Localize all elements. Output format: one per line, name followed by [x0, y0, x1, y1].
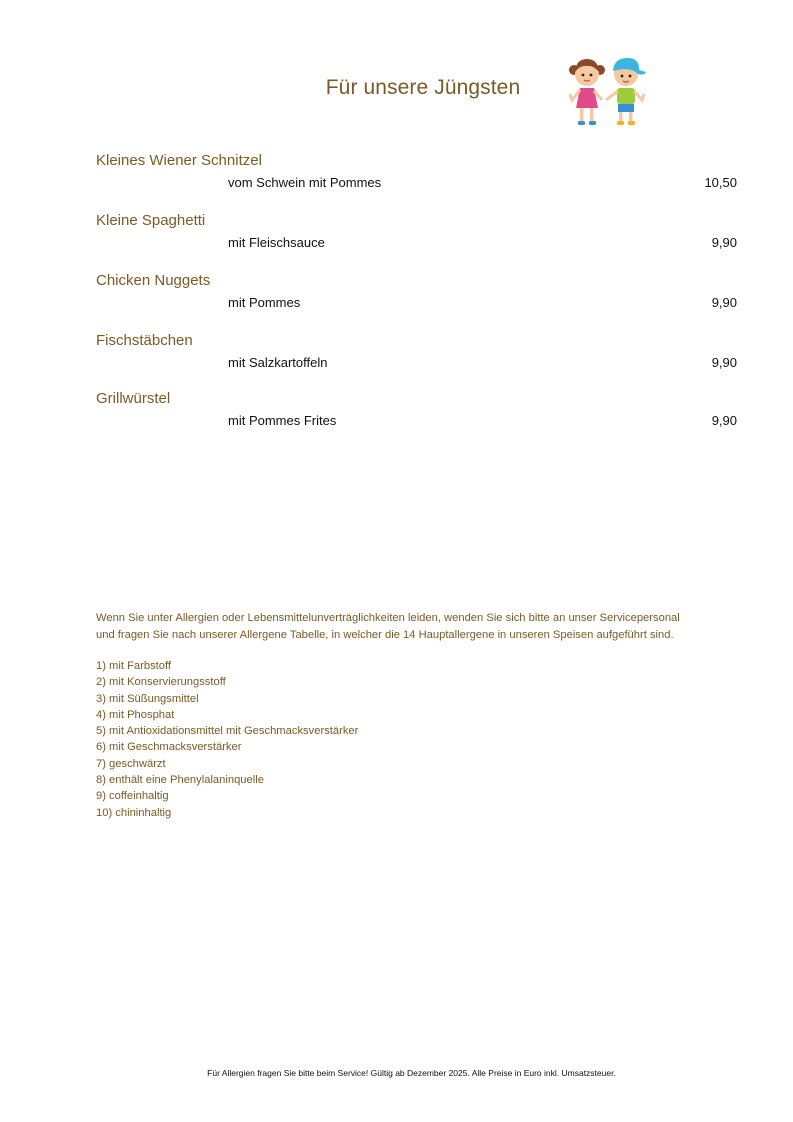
allergy-note: [96, 610, 756, 643]
menu-item: [96, 272, 756, 316]
menu-item: [96, 152, 756, 196]
additive-item: 3) mit Süßungsmittel: [96, 692, 199, 705]
dish-name: Grillwürstel: [96, 390, 171, 407]
dish-description: vom Schwein mit Pommes: [228, 175, 382, 190]
additive-item: 5) mit Antioxidationsmittel mit Geschmacksverstärker: [96, 725, 359, 738]
dish-description: mit Fleischsauce: [228, 235, 325, 250]
dish-description: mit Pommes Frites: [228, 413, 337, 428]
dish-price: 9,90: [711, 235, 737, 250]
additive-item: 10) chininhaltig: [96, 806, 172, 819]
kids-holding-hands-icon: [562, 44, 658, 140]
additive-item: 6) mit Geschmacksverstärker: [96, 741, 242, 754]
dish-description: mit Salzkartoffeln: [228, 355, 328, 370]
additive-item: 1) mit Farbstoff: [96, 660, 172, 672]
additive-item: 7) geschwärzt: [96, 757, 166, 770]
additive-item: 2) mit Konservierungsstoff: [96, 676, 226, 689]
allergy-note-line: und fragen Sie nach unserer Allergene Tabelle, in welcher die 14 Hauptallergene in unseren Speisen aufgeführt sind.: [96, 628, 674, 641]
dish-description: mit Pommes: [228, 295, 301, 310]
dish-name: Chicken Nuggets: [96, 272, 211, 289]
page-title: Für unsere Jüngsten: [325, 76, 521, 99]
girl-figure: [569, 59, 605, 125]
dish-price: 9,90: [711, 355, 737, 370]
dish-name: Fischstäbchen: [96, 332, 193, 349]
allergy-note-line: Wenn Sie unter Allergien oder Lebensmittelunverträglichkeiten leiden, wenden Sie sich bitte an unser Servicepersonal: [96, 612, 680, 624]
dish-price: 9,90: [711, 295, 737, 310]
menu-item: [96, 390, 756, 434]
dish-price: 10,50: [704, 175, 737, 190]
menu-item: [96, 332, 756, 376]
boy-figure: [606, 58, 646, 125]
additive-item: 8) enthält eine Phenylalaninquelle: [96, 774, 264, 787]
additives-list: [96, 658, 496, 821]
additive-item: 4) mit Phosphat: [96, 708, 175, 721]
menu-item: [96, 212, 756, 256]
footer-note: Für Allergien fragen Sie bitte beim Service! Gültig ab Dezember 2025. Alle Preise in Euro inkl. Umsatzsteuer.: [207, 1068, 616, 1078]
dish-name: Kleine Spaghetti: [96, 212, 206, 229]
dish-name: Kleines Wiener Schnitzel: [96, 152, 262, 169]
dish-price: 9,90: [711, 413, 737, 428]
additive-item: 9) coffeinhaltig: [96, 790, 169, 803]
